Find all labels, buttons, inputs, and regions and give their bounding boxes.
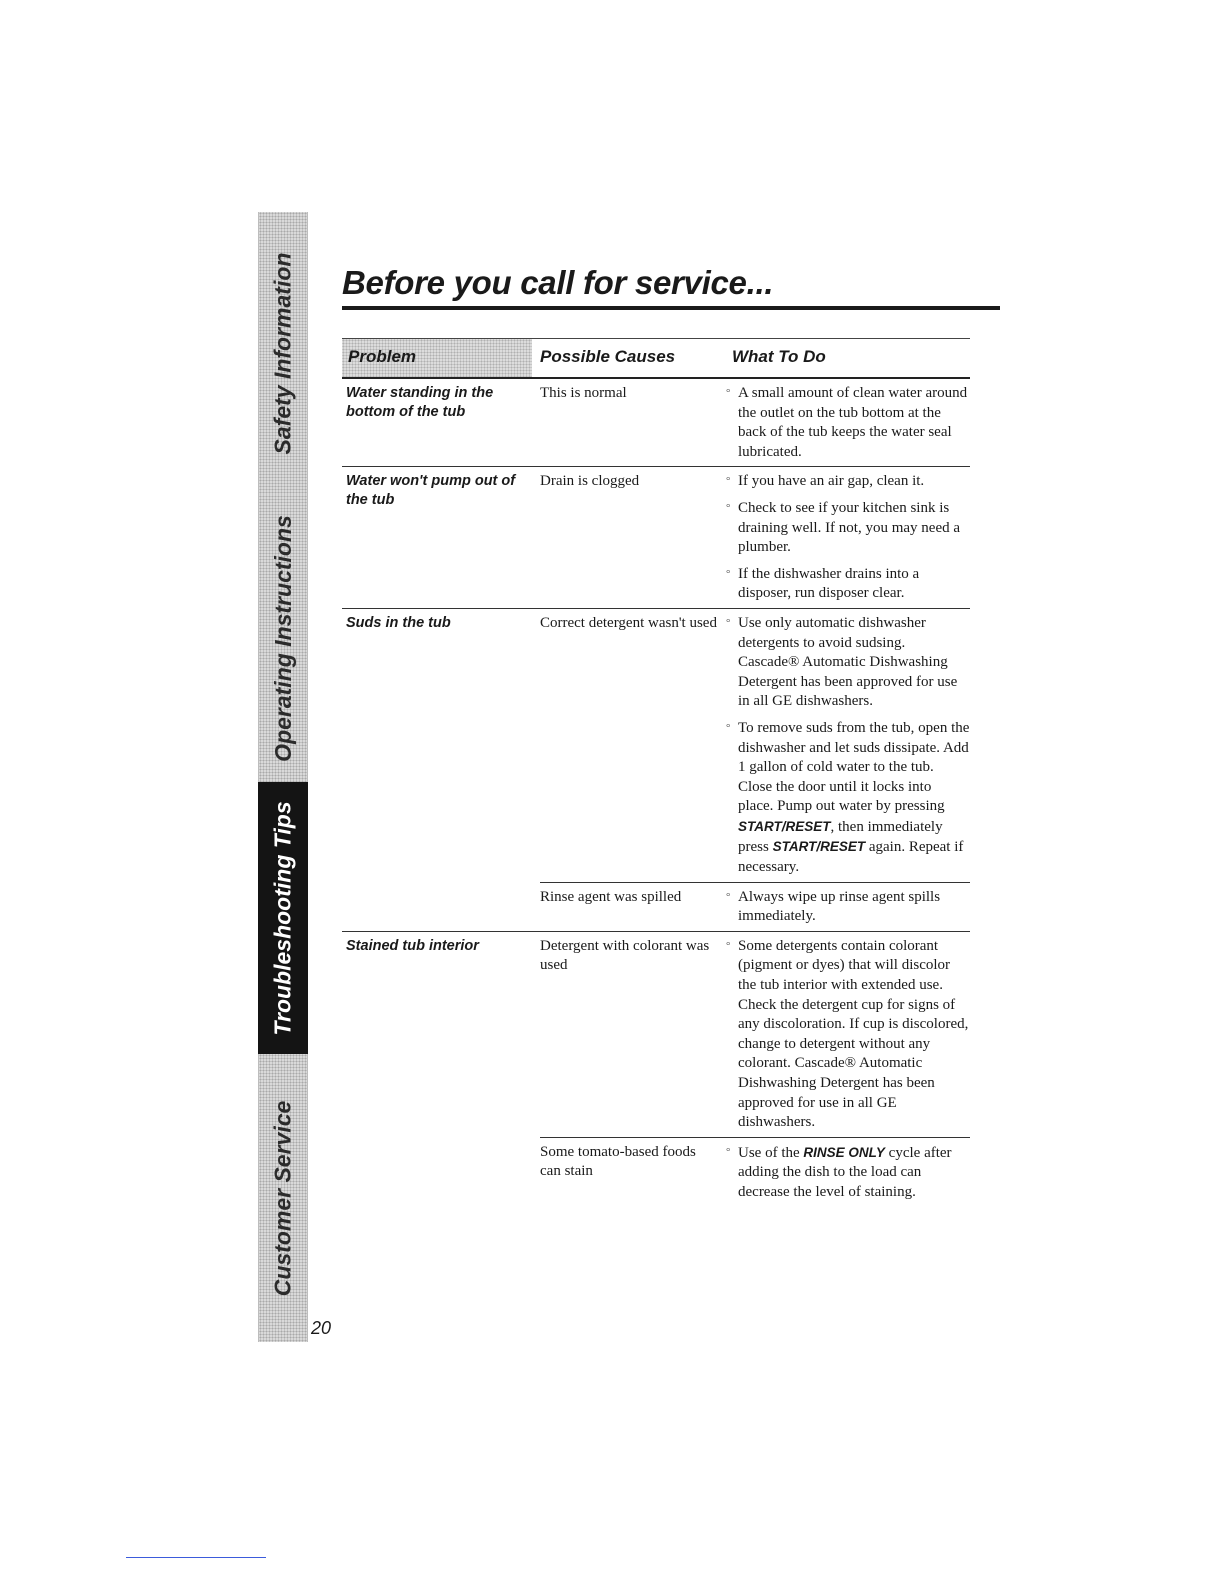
bullet-icon: °	[726, 616, 731, 629]
action-item	[726, 472, 970, 492]
cause-text: Detergent with colorant was used	[540, 937, 710, 974]
what-to-do-list	[726, 883, 970, 931]
title-rule	[342, 306, 1000, 310]
tab-label: Operating Instructions	[269, 515, 296, 762]
what-to-do-list	[726, 1138, 970, 1207]
problem-text: Suds in the tub	[346, 614, 451, 631]
action-text: cycle after adding the dish to the load can decrease the level of staining.	[738, 1144, 952, 1200]
tab-label: Safety Information	[269, 252, 296, 455]
cause-row	[540, 467, 970, 608]
action-item	[726, 719, 970, 878]
bullet-icon: °	[726, 721, 731, 734]
problem-text: Stained tub interior	[346, 937, 479, 954]
cause-row	[540, 932, 970, 1137]
button-name-text: START/RESET	[738, 818, 831, 834]
action-item	[726, 1143, 970, 1203]
button-name-text: START/RESET	[772, 839, 866, 855]
action-text: Check to see if your kitchen sink is draining well. If not, you may need a plumber.	[738, 499, 961, 556]
bullet-icon: °	[726, 1145, 731, 1158]
cause-text: This is normal	[540, 385, 627, 401]
troubleshooting-table	[342, 338, 970, 1207]
header-what-to-do: What To Do	[732, 347, 826, 366]
action-item	[726, 499, 970, 558]
page-title: Before you call for service...	[342, 264, 774, 301]
tab-customer-service[interactable]	[258, 1054, 308, 1342]
what-to-do-list	[726, 379, 970, 466]
action-text: If you have an air gap, clean it.	[738, 473, 925, 490]
tab-label: Troubleshooting Tips	[269, 800, 296, 1036]
action-text: Always wipe up rinse agent spills immediately.	[738, 888, 941, 925]
bullet-icon: °	[726, 475, 731, 488]
action-text: If the dishwasher drains into a disposer, run disposer clear.	[738, 565, 920, 602]
what-to-do-list	[726, 467, 970, 608]
tab-safety-information[interactable]	[258, 212, 308, 495]
cause-row	[540, 609, 970, 882]
action-text: again. Repeat if necessary.	[738, 839, 964, 876]
cause-row	[540, 379, 970, 466]
header-problem: Problem	[342, 339, 532, 377]
problem-text: Water standing in the bottom of the tub	[346, 385, 494, 420]
cause-text: Correct detergent wasn't used	[540, 614, 717, 631]
cause-row	[540, 1137, 970, 1207]
bullet-icon: °	[726, 890, 731, 903]
bullet-icon: °	[726, 501, 731, 514]
cause-text: Drain is clogged	[540, 473, 640, 490]
tab-label: Customer Service	[269, 1100, 296, 1296]
what-to-do-list	[726, 932, 970, 1137]
action-item	[726, 565, 970, 604]
footer-line	[126, 1557, 266, 1558]
table-header-row	[342, 338, 970, 379]
problem-row	[342, 466, 970, 608]
problem-text: Water won't pump out of the tub	[346, 473, 516, 509]
tab-operating-instructions[interactable]	[258, 495, 308, 782]
cause-row	[540, 882, 970, 931]
action-item	[726, 937, 970, 1133]
action-text: Some detergents contain colorant (pigment or dyes) that will discolor the tub interior with extended use. Check the detergent cup for signs of any discoloration. If cup is discolored, change to detergent without any colorant. Cascade® Automatic Dishwashing Detergent has been approved for use in all GE dishwashers.	[738, 937, 969, 1131]
cause-text: Rinse agent was spilled	[540, 888, 682, 905]
bullet-icon: °	[726, 567, 731, 580]
tab-troubleshooting-tips[interactable]	[258, 782, 308, 1054]
cause-text: Some tomato-based foods can stain	[540, 1143, 696, 1180]
action-item	[726, 888, 970, 927]
problem-row	[342, 931, 970, 1207]
table-body	[342, 379, 970, 1207]
action-text: , then immediately press	[738, 818, 943, 856]
action-text: A small amount of clean water around the outlet on the tub bottom at the back of the tub keeps the water seal lubricated.	[738, 385, 968, 460]
what-to-do-list	[726, 609, 970, 882]
header-possible-causes: Possible Causes	[540, 347, 676, 366]
action-item	[726, 384, 970, 462]
bullet-icon: °	[726, 387, 731, 399]
button-name-text: RINSE ONLY	[803, 1144, 885, 1160]
action-text: To remove suds from the tub, open the dishwasher and let suds dissipate. Add 1 gallon of cold water to the tub. Close the door until it locks into place. Pump out water by pressing	[738, 719, 970, 815]
bullet-icon: °	[726, 939, 731, 952]
problem-row	[342, 379, 970, 466]
page-number: 20	[311, 1318, 332, 1338]
action-text: Use only automatic dishwasher detergents to avoid sudsing. Cascade® Automatic Dishwashing Detergent has been approved for use in all GE dishwashers.	[738, 614, 958, 710]
side-tab-strip	[258, 212, 308, 1342]
action-text: Use of the	[738, 1144, 804, 1161]
problem-row	[342, 608, 970, 931]
action-item	[726, 614, 970, 712]
